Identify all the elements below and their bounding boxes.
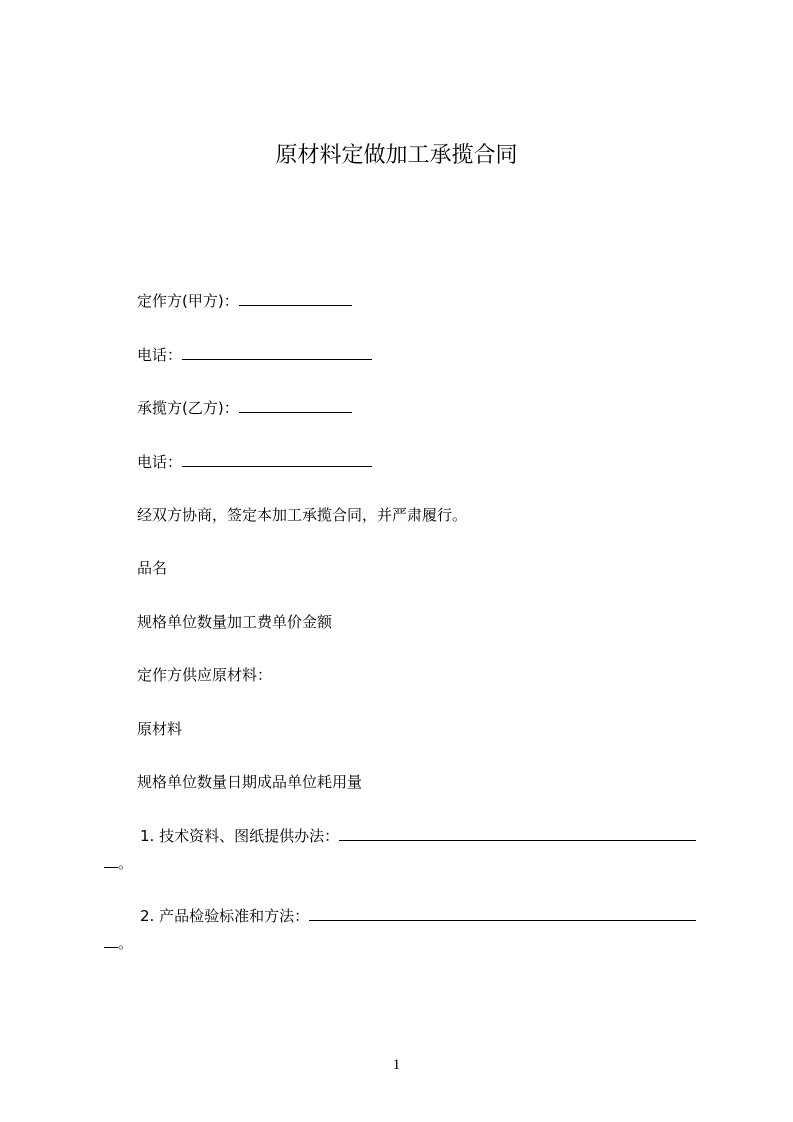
clause-2-blank (309, 906, 696, 921)
document-title: 原材料定做加工承揽合同 (275, 143, 518, 168)
clause-2-label: 2. 产品检验标准和方法： (140, 907, 310, 925)
product-name-label: 品名 (137, 559, 168, 577)
clause-2-blank-tail (104, 933, 118, 948)
clause-1-continuation (104, 853, 133, 873)
phone-b-label: 电话： (137, 453, 183, 471)
clause-1-blank-tail (104, 853, 118, 868)
agreement-text: 经双方协商，签定本加工承揽合同，并严肃履行。 (137, 506, 468, 524)
clause-1-blank (339, 826, 696, 841)
clause-2-line (140, 906, 696, 926)
party-b-line (137, 398, 352, 418)
material-table-header: 规格单位数量日期成品单位耗用量 (137, 773, 363, 791)
party-a-label: 定作方(甲方)： (137, 292, 239, 310)
material-supply-label: 定作方供应原材料： (137, 666, 273, 684)
clause-1-label: 1. 技术资料、图纸提供办法： (140, 827, 340, 845)
phone-a-line (137, 345, 372, 365)
product-table-header: 规格单位数量加工费单价金额 (137, 613, 333, 631)
phone-b-blank (182, 452, 372, 467)
raw-material-label: 原材料 (137, 720, 183, 738)
clause-2-continuation (104, 933, 133, 953)
party-b-blank (239, 398, 352, 413)
party-a-blank (239, 291, 352, 306)
party-b-label: 承揽方(乙方)： (137, 399, 239, 417)
phone-a-label: 电话： (137, 346, 183, 364)
page-number: 1 (392, 1057, 401, 1073)
clause-2-end: 。 (118, 934, 134, 952)
clause-1-line (140, 826, 696, 846)
phone-b-line (137, 452, 372, 472)
clause-1-end: 。 (118, 854, 134, 872)
party-a-line (137, 291, 352, 311)
phone-a-blank (182, 345, 372, 360)
